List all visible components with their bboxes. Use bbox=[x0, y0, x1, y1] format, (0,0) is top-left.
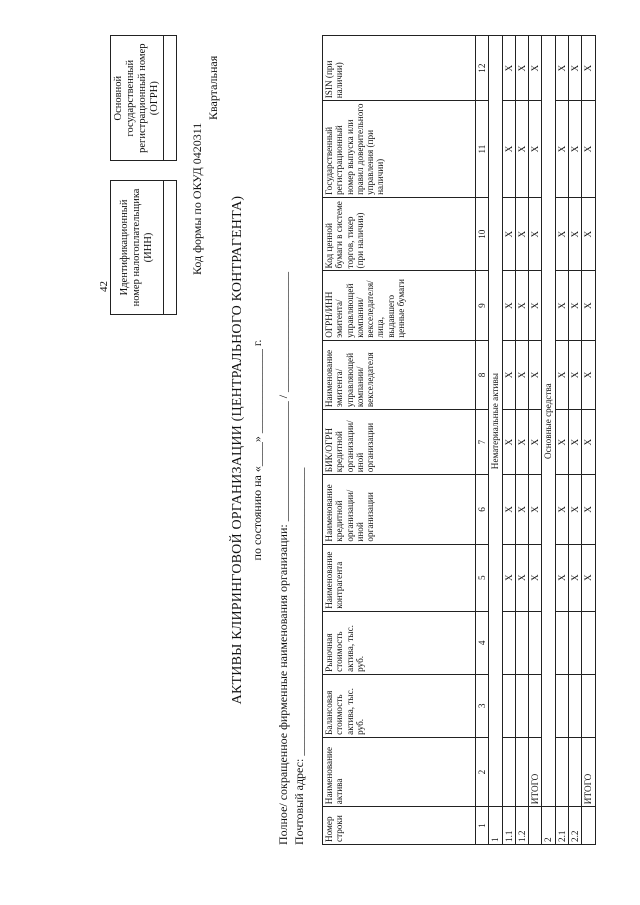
table-cell: Х bbox=[555, 101, 568, 198]
table-cell: Х bbox=[502, 475, 515, 544]
table-cell[interactable] bbox=[555, 611, 568, 674]
table-cell: Х bbox=[502, 36, 515, 101]
table-cell: Х bbox=[515, 36, 528, 101]
table-cell: Х bbox=[529, 475, 542, 544]
column-header: Государственный регистрационный номер выпуска или правил доверительного управления (при наличии) bbox=[323, 101, 476, 198]
table-cell[interactable] bbox=[529, 611, 542, 674]
column-header: Рыночная стоимость актива, тыс. руб. bbox=[323, 611, 476, 674]
asset-name-cell[interactable]: ИТОГО bbox=[582, 737, 595, 806]
form-title: АКТИВЫ КЛИРИНГОВОЙ ОРГАНИЗАЦИИ (ЦЕНТРАЛЬНОГО КОНТРАГЕНТА) bbox=[230, 195, 245, 705]
column-number: 5 bbox=[476, 544, 489, 611]
column-number: 1 bbox=[476, 807, 489, 845]
table-cell: Х bbox=[515, 271, 528, 340]
column-number: 4 bbox=[476, 611, 489, 674]
table-cell[interactable] bbox=[569, 674, 582, 737]
column-number: 7 bbox=[476, 410, 489, 475]
table-row bbox=[502, 36, 515, 845]
table-cell: Х bbox=[515, 101, 528, 198]
asset-name-cell[interactable] bbox=[515, 737, 528, 806]
column-header: Код ценной бумаги в системе торгов, тикер (при наличии) bbox=[323, 197, 476, 271]
column-header: ОГРН/ИНН эмитента/ управляющей компании/ векселедателя/ лица, выдавшего ценные бумаги bbox=[323, 271, 476, 340]
report-date-line: по состоянию на «____» ______________ г. bbox=[250, 339, 264, 561]
period-label: Квартальная bbox=[206, 55, 220, 120]
table-cell: Х bbox=[569, 271, 582, 340]
table-cell[interactable] bbox=[555, 674, 568, 737]
table-cell: Х bbox=[529, 271, 542, 340]
table-row bbox=[555, 36, 568, 845]
row-number: 2.1 bbox=[555, 807, 568, 845]
row-number: 1 bbox=[489, 807, 502, 845]
table-cell: Х bbox=[569, 544, 582, 611]
table-cell: Х bbox=[502, 197, 515, 271]
table-cell: Х bbox=[529, 340, 542, 409]
form-sheet bbox=[40, 35, 620, 865]
table-cell: Х bbox=[582, 101, 595, 198]
column-header: Наименование кредитной организации/ иной организации bbox=[323, 475, 476, 544]
table-cell: Х bbox=[529, 197, 542, 271]
postal-address-line: Почтовый адрес: ________________________________________________ bbox=[292, 467, 306, 845]
table-cell: Х bbox=[582, 197, 595, 271]
table-cell: Х bbox=[582, 410, 595, 475]
asset-name-cell[interactable] bbox=[502, 737, 515, 806]
table-cell: Х bbox=[515, 475, 528, 544]
table-cell: Х bbox=[555, 36, 568, 101]
table-cell: Х bbox=[502, 410, 515, 475]
table-cell: Х bbox=[569, 410, 582, 475]
table-cell[interactable] bbox=[502, 611, 515, 674]
table-row bbox=[582, 36, 595, 845]
table-cell: Х bbox=[515, 197, 528, 271]
table-header-row bbox=[323, 36, 476, 845]
table-cell: Х bbox=[555, 271, 568, 340]
table-cell: Х bbox=[555, 475, 568, 544]
table-cell: Х bbox=[555, 410, 568, 475]
asset-name-cell[interactable] bbox=[569, 737, 582, 806]
table-cell: Х bbox=[582, 340, 595, 409]
column-number: 6 bbox=[476, 475, 489, 544]
table-cell: Х bbox=[569, 36, 582, 101]
ogrn-value-field[interactable] bbox=[164, 36, 177, 161]
ogrn-label: Основной государственный регистрационный номер (ОГРН) bbox=[111, 36, 164, 161]
column-header: Номер строки bbox=[323, 807, 476, 845]
table-cell: Х bbox=[515, 410, 528, 475]
table-cell: Х bbox=[569, 197, 582, 271]
section-row bbox=[489, 36, 502, 845]
table-cell: Х bbox=[582, 271, 595, 340]
table-cell: Х bbox=[555, 544, 568, 611]
table-cell[interactable] bbox=[515, 611, 528, 674]
table-cell[interactable] bbox=[515, 674, 528, 737]
page-number: 42 bbox=[98, 281, 110, 292]
table-cell: Х bbox=[569, 340, 582, 409]
table-cell: Х bbox=[515, 340, 528, 409]
table-cell: Х bbox=[529, 410, 542, 475]
asset-name-cell[interactable] bbox=[555, 737, 568, 806]
table-cell: Х bbox=[582, 36, 595, 101]
column-header: ISIN (при наличии) bbox=[323, 36, 476, 101]
okud-code: Код формы по ОКУД 0420311 bbox=[190, 122, 204, 275]
table-cell: Х bbox=[502, 340, 515, 409]
table-cell: Х bbox=[555, 340, 568, 409]
table-cell[interactable] bbox=[582, 674, 595, 737]
identifiers-table bbox=[110, 35, 177, 315]
column-number: 9 bbox=[476, 271, 489, 340]
row-number bbox=[529, 807, 542, 845]
column-number: 8 bbox=[476, 340, 489, 409]
table-cell[interactable] bbox=[529, 674, 542, 737]
assets-table bbox=[322, 35, 596, 845]
column-number: 12 bbox=[476, 36, 489, 101]
column-number: 11 bbox=[476, 101, 489, 198]
table-cell: Х bbox=[515, 544, 528, 611]
inn-value-field[interactable] bbox=[164, 180, 177, 314]
column-header: Наименование актива bbox=[323, 737, 476, 806]
table-cell[interactable] bbox=[582, 611, 595, 674]
table-cell: Х bbox=[502, 101, 515, 198]
table-cell: Х bbox=[529, 36, 542, 101]
row-number: 2 bbox=[542, 807, 555, 845]
column-number: 3 bbox=[476, 674, 489, 737]
column-number: 10 bbox=[476, 197, 489, 271]
column-header: Наименование эмитента/ управляющей компании/ векселедателя bbox=[323, 340, 476, 409]
row-number: 1.1 bbox=[502, 807, 515, 845]
table-cell: Х bbox=[582, 544, 595, 611]
table-cell: Х bbox=[529, 101, 542, 198]
table-cell[interactable] bbox=[569, 611, 582, 674]
table-row bbox=[529, 36, 542, 845]
section-label: Основные средства bbox=[542, 36, 555, 807]
inn-label: Идентификационный номер налогоплательщика (ИНН) bbox=[111, 180, 164, 314]
column-number-row bbox=[476, 36, 489, 845]
section-row bbox=[542, 36, 555, 845]
table-row bbox=[569, 36, 582, 845]
column-number: 2 bbox=[476, 737, 489, 806]
table-cell: Х bbox=[529, 544, 542, 611]
organization-name-line: Полное/ сокращенное фирменные наименования организации: ____________________ / ____________________ bbox=[276, 271, 290, 845]
table-cell: Х bbox=[569, 101, 582, 198]
table-row bbox=[515, 36, 528, 845]
table-cell: Х bbox=[502, 544, 515, 611]
asset-name-cell[interactable]: ИТОГО bbox=[529, 737, 542, 806]
row-number: 1.2 bbox=[515, 807, 528, 845]
table-cell[interactable] bbox=[502, 674, 515, 737]
table-cell: Х bbox=[555, 197, 568, 271]
section-label: Нематериальные активы bbox=[489, 36, 502, 807]
table-cell: Х bbox=[569, 475, 582, 544]
column-header: Балансовая стоимость актива, тыс. руб. bbox=[323, 674, 476, 737]
row-number: 2.2 bbox=[569, 807, 582, 845]
row-number bbox=[582, 807, 595, 845]
table-cell: Х bbox=[502, 271, 515, 340]
table-cell: Х bbox=[582, 475, 595, 544]
column-header: БИК/ОГРН кредитной организации/ иной организации bbox=[323, 410, 476, 475]
column-header: Наименование контрагента bbox=[323, 544, 476, 611]
